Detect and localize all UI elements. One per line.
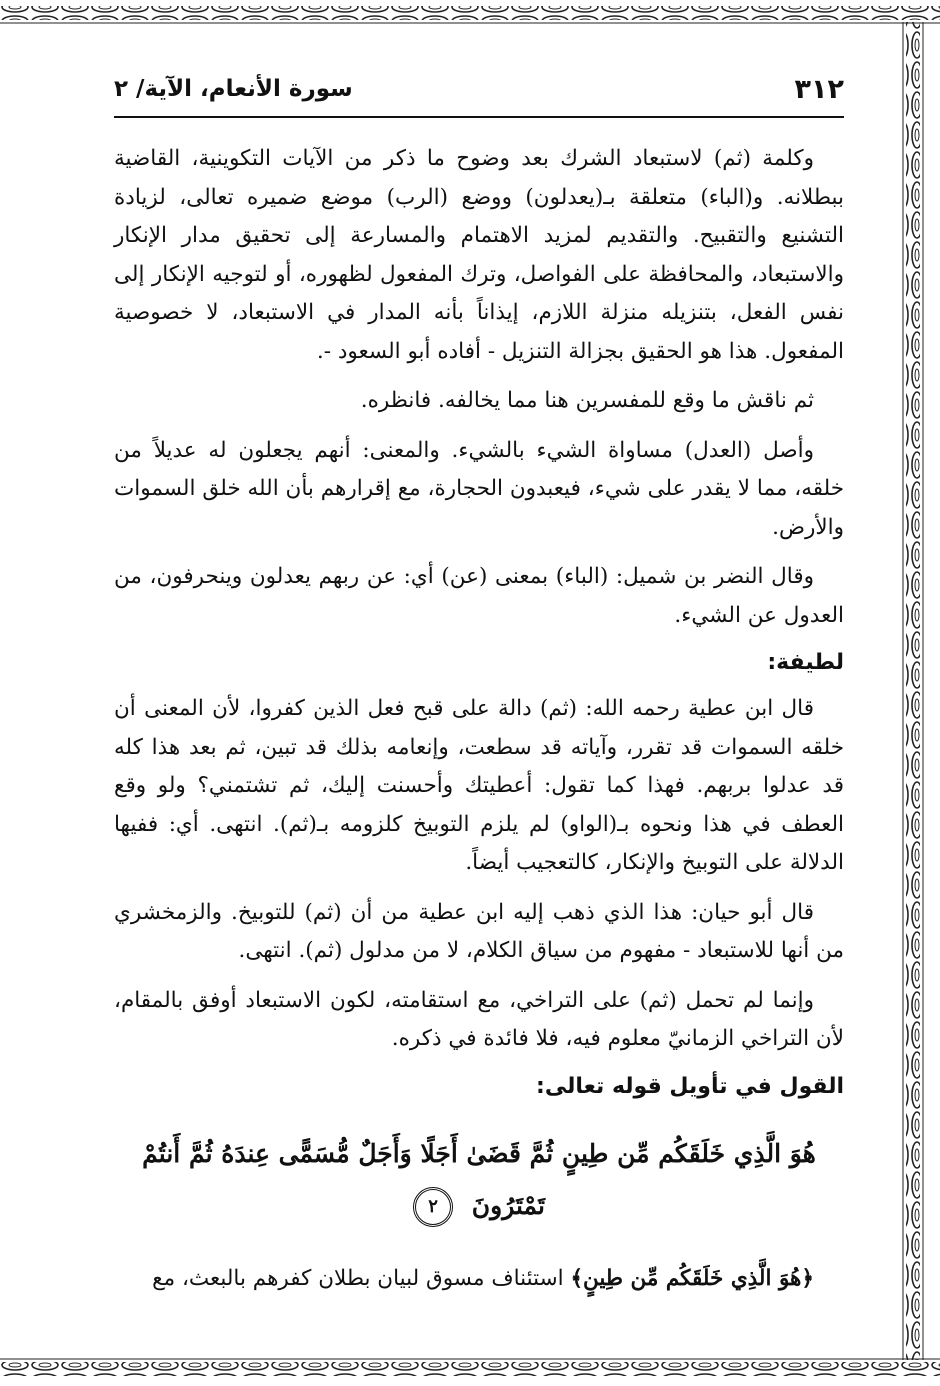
section-heading: القول في تأويل قوله تعالى: bbox=[536, 1073, 844, 1099]
paragraph: وقال النضر بن شميل: (الباء) بمعنى (عن) أي: عن ربهم يعدلون وينحرفون، من العدول عن الشيء. bbox=[114, 564, 844, 628]
section-heading: لطيفة: bbox=[767, 650, 844, 675]
verse-text: هُوَ الَّذِي خَلَقَكُم مِّن طِينٍ ثُمَّ قَضَىٰ أَجَلًا وَأَجَلٌ مُّسَمًّى عِندَهُ ثُمَّ أَنتُمْ تَمْتَرُونَ bbox=[142, 1138, 816, 1220]
paragraph: قال ابن عطية رحمه الله: (ثم) دالة على قبح فعل الذين كفروا، لأن المعنى أن خلقه السموات قد تقرر، وآياته قد سطعت، وإنعامه بذلك قد تبين، ثم بعد هذا كله قد عدلوا بربهم. فهذا كما تقول: أعطيتك وأحسنت إليك، ثم تشتمني؟ ولو وقع العطف في هذا ونحوه بـ(الواو) لم يلزم التوبيخ كلزومه بـ(ثم). انتهى. أي: ففيها الدلالة على التوبيخ والإنكار، كالتعجيب أيضاً. bbox=[114, 696, 844, 875]
running-title: سورة الأنعام، الآية/ ٢ bbox=[114, 76, 353, 102]
paragraph: قال أبو حيان: هذا الذي ذهب إليه ابن عطية من أن (ثم) للتوبيخ. والزمخشري من أنها للاستبعاد - مفهوم من سياق الكلام، لا من مدلول (ثم). انتهى. bbox=[114, 899, 844, 963]
paragraph bbox=[114, 1260, 844, 1299]
paragraph: ثم ناقش ما وقع للمفسرين هنا مما يخالفه. فانظره. bbox=[360, 388, 814, 413]
page-number: ٣١٢ bbox=[794, 74, 844, 105]
paragraph-text: استئناف مسوق لبيان بطلان كفرهم بالبعث، مع bbox=[152, 1265, 571, 1291]
paragraph: وكلمة (ثم) لاستبعاد الشرك بعد وضوح ما ذكر من الآيات التكوينية، القاضية ببطلانه. و(الباء) متعلقة بـ(يعدلون) ووضع (الرب) موضع ضميره تعالى، لزيادة التشنيع والتقبيح. والتقديم لمزيد الاهتمام والمسارعة إلى تحقيق مدار الإنكار والاستبعاد، والمحافظة على الفواصل، وترك المفعول لظهوره، أو لتوجيه الإنكار إلى نفس الفعل، بتنزيله منزلة اللازم، إيذاناً بأنه المدار في الاستبعاد، لا خصوصية المفعول. هذا هو الحقيق بجزالة التنزيل - أفاده أبو السعود -. bbox=[114, 146, 844, 364]
paragraph: وإنما لم تحمل (ثم) على التراخي، مع استقامته، لكون الاستبعاد أوفق بالمقام، لأن التراخي الزمانيّ معلوم فيه، فلا فائدة في ذكره. bbox=[114, 987, 844, 1051]
paragraph: وأصل (العدل) مساواة الشيء بالشيء. والمعنى: أنهم يجعلون له عديلاً من خلقه، مما لا يقدر على شيء، فيعبدون الحجارة، مع إقرارهم بأن الله خلق السموات والأرض. bbox=[114, 437, 844, 540]
verse-number-marker: ٢ bbox=[413, 1187, 453, 1227]
page-body bbox=[114, 118, 844, 1298]
book-page bbox=[114, 70, 844, 1320]
verse-quote: ﴿هُوَ الَّذِي خَلَقَكُم مِّن طِينٍ﴾ bbox=[570, 1265, 814, 1291]
page-header bbox=[114, 70, 844, 118]
quran-verse bbox=[114, 1122, 844, 1238]
